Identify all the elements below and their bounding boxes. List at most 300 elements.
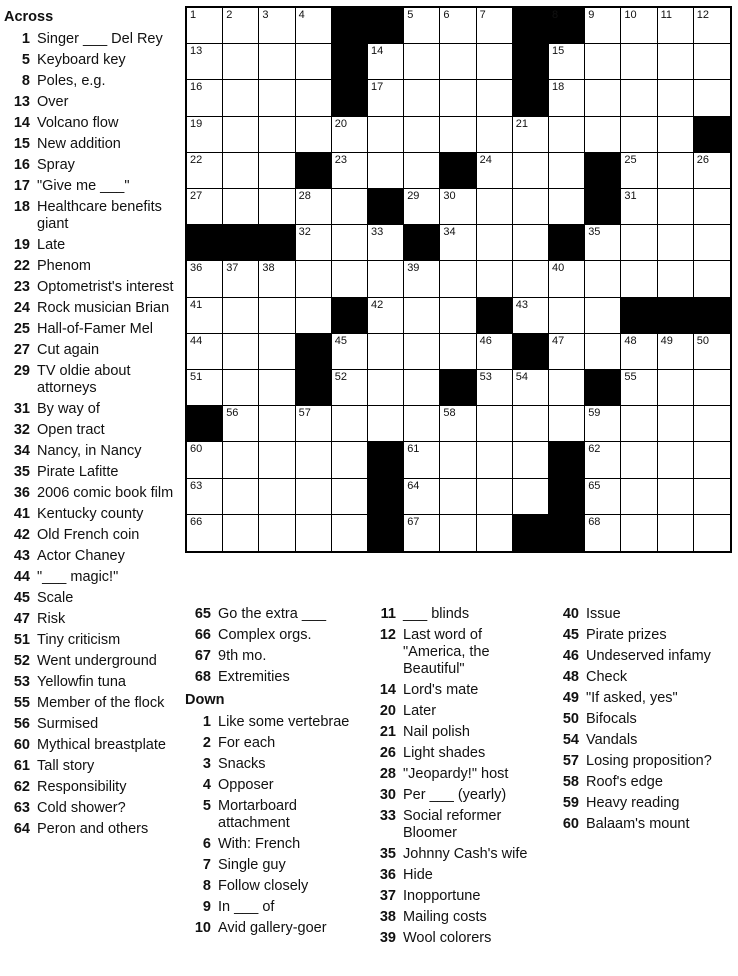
clue-item <box>185 627 360 644</box>
grid-cell[interactable] <box>187 153 223 189</box>
grid-cell[interactable] <box>658 479 694 515</box>
grid-cell[interactable] <box>477 442 513 478</box>
grid-cell[interactable] <box>223 261 259 297</box>
grid-cell[interactable] <box>694 261 730 297</box>
cell-number: 6 <box>443 9 450 21</box>
grid-cell[interactable] <box>621 406 657 442</box>
clue-number: 28 <box>379 766 396 782</box>
grid-cell[interactable] <box>259 298 295 334</box>
grid-cell[interactable] <box>404 479 440 515</box>
grid-cell[interactable] <box>223 334 259 370</box>
cell-number: 63 <box>190 479 203 492</box>
clue-item <box>4 527 174 544</box>
cell-number: 14 <box>371 45 384 58</box>
grid-cell[interactable] <box>187 298 223 334</box>
grid-cell[interactable] <box>513 442 549 478</box>
grid-cell[interactable] <box>332 334 368 370</box>
clue-text: Later <box>403 703 437 719</box>
clue-item <box>185 648 360 665</box>
grid-cell[interactable] <box>621 8 657 44</box>
grid-cell[interactable] <box>404 334 440 370</box>
grid-cell[interactable] <box>658 261 694 297</box>
grid-cell[interactable] <box>477 189 513 225</box>
clue-number: 37 <box>379 888 396 904</box>
clue-number: 31 <box>13 401 30 417</box>
grid-cell[interactable] <box>477 225 513 261</box>
grid-cell[interactable] <box>368 261 404 297</box>
grid-cell[interactable] <box>440 117 476 153</box>
cell-number: 7 <box>479 9 486 21</box>
grid-cell[interactable] <box>585 298 621 334</box>
grid-cell[interactable] <box>658 189 694 225</box>
grid-cell[interactable] <box>296 406 332 442</box>
grid-cell[interactable] <box>621 334 657 370</box>
grid-cell[interactable] <box>187 334 223 370</box>
grid-cell[interactable] <box>259 442 295 478</box>
cell-number: 65 <box>588 479 601 492</box>
cell-number: 45 <box>334 334 348 347</box>
grid-cell[interactable] <box>513 225 549 261</box>
grid-cell[interactable] <box>368 44 404 80</box>
grid-cell[interactable] <box>477 153 513 189</box>
grid-cell[interactable] <box>404 261 440 297</box>
grid-cell[interactable] <box>368 225 404 261</box>
grid-cell[interactable] <box>658 334 694 370</box>
grid-cell[interactable] <box>332 189 368 225</box>
grid-cell[interactable] <box>404 515 440 551</box>
grid-cell[interactable] <box>549 261 585 297</box>
clue-text: Wool colorers <box>403 930 492 946</box>
grid-cell[interactable] <box>332 442 368 478</box>
grid-cell[interactable] <box>585 442 621 478</box>
clue-text: Hall-of-Famer Mel <box>37 321 154 337</box>
grid-cell[interactable] <box>259 515 295 551</box>
grid-cell[interactable] <box>187 479 223 515</box>
clue-text: Peron and others <box>37 821 149 837</box>
black-square <box>332 298 368 334</box>
cell-number: 39 <box>407 262 420 275</box>
black-square <box>332 44 368 80</box>
clue-number: 13 <box>13 94 30 110</box>
grid-cell[interactable] <box>223 189 259 225</box>
grid-cell[interactable] <box>332 370 368 406</box>
clue-text: For each <box>218 735 276 751</box>
clue-number: 57 <box>562 753 579 769</box>
clue-item <box>185 878 360 895</box>
clue-text: Rock musician Brian <box>37 300 170 316</box>
grid-cell[interactable] <box>259 479 295 515</box>
grid-cell[interactable] <box>296 298 332 334</box>
clue-number: 1 <box>202 714 211 730</box>
grid-cell[interactable] <box>440 442 476 478</box>
clue-number: 29 <box>13 363 30 379</box>
grid-cell[interactable] <box>513 153 549 189</box>
grid-cell[interactable] <box>694 406 730 442</box>
grid-cell[interactable] <box>621 225 657 261</box>
clue-text: Kentucky county <box>37 506 144 522</box>
grid-cell[interactable] <box>187 189 223 225</box>
down-heading: Down <box>185 692 225 708</box>
clue-text: Like some vertebrae <box>218 714 350 730</box>
black-square <box>368 479 404 515</box>
grid-cell[interactable] <box>658 406 694 442</box>
clue-number: 4 <box>202 777 211 793</box>
grid-cell[interactable] <box>658 117 694 153</box>
grid-cell[interactable] <box>658 44 694 80</box>
grid-cell[interactable] <box>187 44 223 80</box>
grid-cell[interactable] <box>694 153 730 189</box>
black-square <box>296 153 332 189</box>
grid-cell[interactable] <box>549 117 585 153</box>
grid-cell[interactable] <box>223 117 259 153</box>
grid-cell[interactable] <box>549 370 585 406</box>
clue-text: With: French <box>218 836 301 852</box>
grid-cell[interactable] <box>296 189 332 225</box>
grid-cell[interactable] <box>549 298 585 334</box>
grid-cell[interactable] <box>477 261 513 297</box>
clue-item <box>4 258 174 275</box>
clue-number: 56 <box>13 716 30 732</box>
grid-cell[interactable] <box>658 8 694 44</box>
grid-cell[interactable] <box>621 442 657 478</box>
clue-item <box>370 724 545 741</box>
grid-cell[interactable] <box>440 515 476 551</box>
grid-cell[interactable] <box>259 44 295 80</box>
grid-cell[interactable] <box>404 442 440 478</box>
clue-text: Go the extra ___ <box>218 606 327 622</box>
grid-cell[interactable] <box>585 44 621 80</box>
clue-item <box>370 867 545 884</box>
grid-cell[interactable] <box>477 8 513 44</box>
grid-cell[interactable] <box>223 8 259 44</box>
grid-cell[interactable] <box>368 298 404 334</box>
grid-cell[interactable] <box>440 80 476 116</box>
cell-number: 17 <box>371 81 384 94</box>
grid-cell[interactable] <box>513 117 549 153</box>
grid-cell[interactable] <box>513 189 549 225</box>
cell-number: 20 <box>334 117 348 130</box>
grid-cell[interactable] <box>296 479 332 515</box>
grid-cell[interactable] <box>477 334 513 370</box>
grid-cell[interactable] <box>187 8 223 44</box>
black-square <box>223 225 259 261</box>
grid-cell[interactable] <box>694 370 730 406</box>
clue-number: 32 <box>13 422 30 438</box>
clue-item <box>4 401 174 418</box>
grid-cell[interactable] <box>549 44 585 80</box>
clue-item <box>370 888 545 905</box>
grid-cell[interactable] <box>296 442 332 478</box>
clue-number: 51 <box>13 632 30 648</box>
grid-cell[interactable] <box>621 261 657 297</box>
grid-cell[interactable] <box>404 80 440 116</box>
grid-cell[interactable] <box>549 153 585 189</box>
black-square <box>694 117 730 153</box>
grid-cell[interactable] <box>440 479 476 515</box>
cell-number: 64 <box>407 479 420 492</box>
grid-cell[interactable] <box>585 117 621 153</box>
clue-item <box>4 506 174 523</box>
grid-cell[interactable] <box>259 117 295 153</box>
clue-text: "___ magic!" <box>37 569 119 585</box>
grid-cell[interactable] <box>368 117 404 153</box>
grid-cell[interactable] <box>621 80 657 116</box>
black-square <box>440 153 476 189</box>
grid-cell[interactable] <box>513 298 549 334</box>
grid-cell[interactable] <box>223 80 259 116</box>
grid-cell[interactable] <box>658 80 694 116</box>
clue-text: Heavy reading <box>586 795 680 811</box>
grid-cell[interactable] <box>187 370 223 406</box>
clue-number: 16 <box>13 157 30 173</box>
grid-cell[interactable] <box>368 334 404 370</box>
grid-cell[interactable] <box>223 153 259 189</box>
grid-cell[interactable] <box>440 406 476 442</box>
grid-cell[interactable] <box>513 261 549 297</box>
grid-cell[interactable] <box>513 479 549 515</box>
clue-number: 45 <box>13 590 30 606</box>
clue-item <box>4 569 174 586</box>
clue-number: 8 <box>21 73 30 89</box>
grid-cell[interactable] <box>585 334 621 370</box>
grid-cell[interactable] <box>440 44 476 80</box>
cell-number: 56 <box>226 407 239 420</box>
grid-cell[interactable] <box>296 225 332 261</box>
grid-cell[interactable] <box>368 153 404 189</box>
clue-item <box>4 590 174 607</box>
grid-cell[interactable] <box>585 406 621 442</box>
grid-cell[interactable] <box>187 117 223 153</box>
grid-cell[interactable] <box>259 153 295 189</box>
grid-cell[interactable] <box>621 189 657 225</box>
grid-cell[interactable] <box>694 44 730 80</box>
grid-cell[interactable] <box>223 406 259 442</box>
grid-cell[interactable] <box>694 515 730 551</box>
grid-cell[interactable] <box>223 515 259 551</box>
grid-cell[interactable] <box>477 479 513 515</box>
clue-text: Optometrist's interest <box>37 279 174 295</box>
grid-cell[interactable] <box>549 334 585 370</box>
cell-number: 68 <box>588 515 601 528</box>
grid-cell[interactable] <box>694 189 730 225</box>
black-square <box>477 298 513 334</box>
clue-number: 5 <box>202 798 211 814</box>
grid-cell[interactable] <box>621 117 657 153</box>
clue-number: 1 <box>21 31 30 47</box>
grid-cell[interactable] <box>440 189 476 225</box>
clue-number: 35 <box>13 464 30 480</box>
grid-cell[interactable] <box>187 442 223 478</box>
grid-cell[interactable] <box>296 8 332 44</box>
clue-text: Singer ___ Del Rey <box>37 31 163 47</box>
grid-cell[interactable] <box>404 189 440 225</box>
grid-cell[interactable] <box>332 479 368 515</box>
black-square <box>296 370 332 406</box>
cell-number: 16 <box>190 81 203 94</box>
black-square <box>513 515 549 551</box>
grid-cell[interactable] <box>621 44 657 80</box>
clue-text: Late <box>37 237 66 253</box>
grid-cell[interactable] <box>549 189 585 225</box>
grid-cell[interactable] <box>332 261 368 297</box>
grid-cell[interactable] <box>694 442 730 478</box>
grid-cell[interactable] <box>585 479 621 515</box>
grid-cell[interactable] <box>404 117 440 153</box>
cell-number: 1 <box>190 9 197 21</box>
cell-number: 49 <box>660 334 673 347</box>
grid-cell[interactable] <box>187 515 223 551</box>
grid-cell[interactable] <box>187 261 223 297</box>
black-square <box>368 8 404 44</box>
cell-number: 11 <box>660 9 673 21</box>
clue-item <box>4 94 174 111</box>
grid-cell[interactable] <box>477 80 513 116</box>
clue-item <box>4 321 174 338</box>
clue-text: Vandals <box>586 732 638 748</box>
grid-cell[interactable] <box>259 406 295 442</box>
clue-text: Volcano flow <box>37 115 119 131</box>
clue-item <box>185 714 360 731</box>
grid-cell[interactable] <box>621 515 657 551</box>
grid-cell[interactable] <box>368 406 404 442</box>
grid-cell[interactable] <box>296 515 332 551</box>
clue-number: 39 <box>379 930 396 946</box>
grid-cell[interactable] <box>621 370 657 406</box>
clue-number: 9 <box>202 899 211 915</box>
grid-cell[interactable] <box>658 370 694 406</box>
grid-cell[interactable] <box>477 44 513 80</box>
grid-cell[interactable] <box>513 406 549 442</box>
grid-cell[interactable] <box>259 261 295 297</box>
cell-number: 47 <box>552 334 565 347</box>
grid-cell[interactable] <box>694 334 730 370</box>
clue-item <box>370 606 545 623</box>
clue-text: "Jeopardy!" host <box>403 766 509 782</box>
clue-text: By way of <box>37 401 100 417</box>
grid-cell[interactable] <box>585 261 621 297</box>
grid-cell[interactable] <box>440 334 476 370</box>
grid-cell[interactable] <box>368 370 404 406</box>
clue-text: Johnny Cash's wife <box>403 846 528 862</box>
clue-item <box>553 606 733 623</box>
grid-cell[interactable] <box>694 80 730 116</box>
grid-cell[interactable] <box>223 298 259 334</box>
grid-cell[interactable] <box>332 515 368 551</box>
grid-cell[interactable] <box>332 117 368 153</box>
cell-number: 46 <box>479 334 492 347</box>
grid-cell[interactable] <box>477 406 513 442</box>
grid-cell[interactable] <box>259 334 295 370</box>
grid-cell[interactable] <box>440 261 476 297</box>
clue-number: 43 <box>13 548 30 564</box>
grid-cell[interactable] <box>549 406 585 442</box>
grid-cell[interactable] <box>440 8 476 44</box>
grid-cell[interactable] <box>223 442 259 478</box>
grid-cell[interactable] <box>404 298 440 334</box>
clue-number: 27 <box>13 342 30 358</box>
grid-cell[interactable] <box>621 479 657 515</box>
grid-cell[interactable] <box>187 80 223 116</box>
grid-cell[interactable] <box>658 225 694 261</box>
grid-cell[interactable] <box>477 515 513 551</box>
grid-cell[interactable] <box>259 189 295 225</box>
grid-cell[interactable] <box>296 261 332 297</box>
clue-item <box>185 606 360 623</box>
clue-number: 33 <box>379 808 396 824</box>
clue-item <box>370 846 545 863</box>
grid-cell[interactable] <box>513 370 549 406</box>
grid-cell[interactable] <box>658 153 694 189</box>
grid-cell[interactable] <box>223 44 259 80</box>
grid-cell[interactable] <box>404 44 440 80</box>
clue-item <box>553 816 733 833</box>
cell-number: 29 <box>407 190 420 202</box>
cell-number: 31 <box>624 190 637 202</box>
grid-cell[interactable] <box>404 153 440 189</box>
grid-cell[interactable] <box>404 8 440 44</box>
cell-number: 24 <box>479 153 492 166</box>
cell-number: 15 <box>552 45 565 58</box>
clue-number: 63 <box>13 800 30 816</box>
grid-cell[interactable] <box>477 370 513 406</box>
grid-cell[interactable] <box>585 225 621 261</box>
grid-cell[interactable] <box>440 298 476 334</box>
grid-cell[interactable] <box>621 153 657 189</box>
clue-number: 2 <box>202 735 211 751</box>
clue-item <box>370 808 545 842</box>
grid-cell[interactable] <box>404 370 440 406</box>
grid-cell[interactable] <box>585 8 621 44</box>
grid-cell[interactable] <box>332 153 368 189</box>
grid-cell[interactable] <box>440 225 476 261</box>
grid-cell[interactable] <box>296 117 332 153</box>
grid-cell[interactable] <box>223 370 259 406</box>
grid-cell[interactable] <box>259 370 295 406</box>
grid-cell[interactable] <box>694 8 730 44</box>
clue-item <box>4 443 174 460</box>
grid-cell[interactable] <box>259 80 295 116</box>
grid-cell[interactable] <box>585 80 621 116</box>
grid-cell[interactable] <box>259 8 295 44</box>
grid-cell[interactable] <box>477 117 513 153</box>
grid-cell[interactable] <box>332 406 368 442</box>
cell-number: 55 <box>624 371 637 383</box>
clue-text: Avid gallery-goer <box>218 920 327 936</box>
grid-cell[interactable] <box>368 80 404 116</box>
clue-item <box>185 756 360 773</box>
clues-column-3 <box>370 606 545 951</box>
grid-cell[interactable] <box>332 225 368 261</box>
clue-number: 36 <box>13 485 30 501</box>
grid-cell[interactable] <box>658 515 694 551</box>
grid-cell[interactable] <box>658 442 694 478</box>
grid-cell[interactable] <box>404 406 440 442</box>
clue-item <box>4 237 174 254</box>
grid-cell[interactable] <box>585 515 621 551</box>
clue-text: Poles, e.g. <box>37 73 106 89</box>
grid-cell[interactable] <box>296 44 332 80</box>
grid-cell[interactable] <box>694 479 730 515</box>
grid-cell[interactable] <box>223 479 259 515</box>
grid-cell[interactable] <box>549 80 585 116</box>
clue-number: 12 <box>379 627 396 643</box>
crossword-grid <box>185 6 732 553</box>
grid-cell[interactable] <box>694 225 730 261</box>
clue-item <box>4 821 174 838</box>
grid-cell[interactable] <box>296 80 332 116</box>
cell-number: 60 <box>190 443 203 456</box>
cell-number: 13 <box>190 45 203 58</box>
